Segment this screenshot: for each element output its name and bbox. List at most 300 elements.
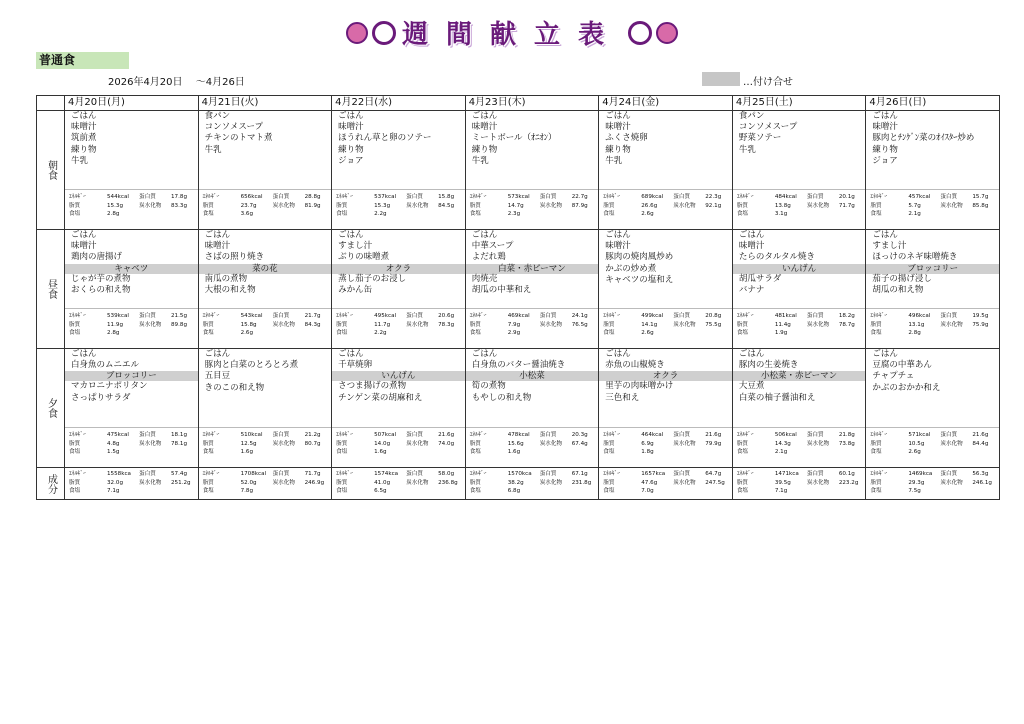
energy-value: 495kcal — [374, 313, 397, 319]
salt-label: 食塩 — [202, 488, 214, 495]
energy-value: 484kcal — [774, 194, 797, 200]
salt-value: 2.2g — [374, 330, 387, 337]
protein-label: 蛋白質 — [272, 194, 290, 200]
dish-item: チンゲン菜の胡麻和え — [338, 392, 423, 403]
energy-label: ｴﾈﾙｷﾞｰ — [336, 313, 353, 319]
dish-item: ごはん — [471, 230, 498, 240]
nutrition-line — [336, 193, 463, 202]
carbs-label: 炭水化物 — [940, 321, 963, 328]
carbs-value: 71.7g — [838, 202, 855, 209]
fat-value: 15.3g — [374, 202, 391, 209]
protein-label: 蛋白質 — [272, 432, 290, 438]
nutrition-line — [870, 202, 997, 211]
energy-label: ｴﾈﾙｷﾞｰ — [202, 471, 220, 477]
nutrition-line — [737, 431, 864, 440]
dish-item: 味噌汁 — [71, 241, 97, 252]
nutrition-divider — [199, 308, 332, 309]
carbs-label: 炭水化物 — [406, 321, 429, 328]
meal-label: 成分 — [37, 468, 65, 500]
day-header-row — [37, 96, 1000, 111]
nutrition-line — [69, 329, 196, 338]
dish-item: ごはん — [338, 111, 364, 121]
totals-cell — [465, 468, 599, 500]
carbs-value: 87.9g — [571, 202, 588, 209]
nutrition-block — [603, 193, 730, 219]
nutrition-block — [470, 193, 597, 219]
nutrition-line — [203, 487, 330, 496]
garnish-item: オクラ — [599, 371, 732, 381]
legend-swatch — [702, 72, 740, 86]
carbs-label: 炭水化物 — [272, 479, 295, 486]
carbs-value: 73.8g — [838, 440, 855, 447]
protein-label: 蛋白質 — [673, 432, 691, 438]
fat-value: 39.5g — [774, 479, 791, 486]
nutrition-line — [870, 479, 997, 488]
dish-item: 味噌汁 — [605, 241, 631, 252]
dish-item: 肉焼売 — [471, 273, 498, 284]
dish-item: ジョア — [338, 155, 364, 166]
salt-label: 食塩 — [69, 488, 81, 495]
salt-label: 食塩 — [870, 330, 882, 337]
nutrition-line — [336, 431, 463, 440]
dish-item: ごはん — [471, 111, 498, 121]
protein-label: 蛋白質 — [406, 432, 423, 438]
salt-value: 7.0g — [641, 488, 654, 495]
protein-label: 蛋白質 — [406, 194, 423, 200]
dish-item: 胡瓜の中華和え — [471, 284, 532, 295]
day-header: 4月20日(月) — [65, 96, 199, 111]
nutrition-line — [336, 448, 463, 457]
totals-cell-content — [65, 468, 198, 499]
nutrition-line — [870, 210, 997, 219]
nutrition-divider — [599, 189, 732, 190]
carbs-label: 炭水化物 — [539, 321, 563, 328]
dish-item: 食パン — [204, 111, 231, 121]
nutrition-line — [870, 321, 997, 330]
carbs-value: 76.5g — [571, 321, 588, 328]
salt-value: 2.1g — [908, 211, 921, 218]
totals-cell-content — [733, 468, 866, 499]
energy-label: ｴﾈﾙｷﾞｰ — [870, 432, 888, 438]
dish-item: ふくさ焼卵 — [605, 133, 648, 144]
dish-item: ごはん — [872, 349, 898, 359]
garnish-item: ブロッコリー — [65, 371, 198, 381]
meal-cell-content — [866, 349, 999, 467]
energy-label: ｴﾈﾙｷﾞｰ — [336, 471, 353, 477]
carbs-value: 247.5g — [705, 479, 725, 486]
dish-item: 味噌汁 — [71, 122, 97, 133]
nutrition-line — [603, 329, 730, 338]
energy-label: ｴﾈﾙｷﾞｰ — [69, 471, 86, 477]
nutrition-divider — [65, 308, 198, 309]
dish-item: ミートボール（ｵﾆｵﾝ） — [471, 133, 557, 144]
nutrition-line — [69, 193, 196, 202]
fat-label: 脂質 — [870, 321, 882, 328]
energy-value: 1570kca — [507, 471, 532, 477]
nutrition-block — [336, 312, 463, 338]
meal-cell-content — [466, 349, 599, 467]
fat-value: 12.5g — [240, 440, 257, 447]
dish-item: おくらの和え物 — [71, 284, 131, 295]
dish-item: チキンのトマト煮 — [204, 133, 273, 144]
nutrition-divider — [65, 427, 198, 428]
protein-label: 蛋白質 — [406, 313, 423, 319]
protein-value: 20.1g — [838, 194, 855, 200]
dish-item: 練り物 — [471, 144, 498, 155]
totals-cell — [599, 468, 733, 500]
fat-label: 脂質 — [69, 440, 81, 447]
meal-label: 夕食 — [37, 349, 65, 468]
dish-item: 白菜の柚子醤油和え — [738, 392, 816, 403]
nutrition-divider — [599, 427, 732, 428]
dish-item: すまし汁 — [338, 241, 373, 252]
carbs-label: 炭水化物 — [806, 479, 830, 486]
dish-item: ごはん — [872, 230, 898, 240]
carbs-label: 炭水化物 — [139, 479, 162, 486]
dish-item: 食パン — [738, 111, 765, 121]
meal-cell — [332, 111, 466, 230]
day-header: 4月24日(金) — [599, 96, 733, 111]
dish-item: 味噌汁 — [338, 122, 364, 133]
meal-cell-content — [65, 349, 198, 467]
page-title — [0, 14, 1024, 51]
totals-cell — [332, 468, 466, 500]
carbs-value: 78.1g — [171, 440, 188, 447]
dish-item: 練り物 — [338, 144, 364, 155]
salt-value: 7.1g — [774, 488, 788, 495]
nutrition-line — [603, 202, 730, 211]
fat-label: 脂質 — [69, 202, 81, 209]
energy-label: ｴﾈﾙｷﾞｰ — [603, 471, 621, 477]
fat-label: 脂質 — [736, 202, 749, 209]
carbs-label: 炭水化物 — [806, 440, 830, 447]
protein-value: 18.1g — [171, 432, 188, 438]
fat-label: 脂質 — [336, 202, 348, 209]
salt-value: 1.6g — [240, 449, 254, 456]
nutrition-line — [870, 312, 997, 321]
fat-label: 脂質 — [336, 479, 348, 486]
fat-value: 23.7g — [240, 202, 257, 209]
fat-value: 14.7g — [507, 202, 524, 209]
nutrition-line — [737, 479, 864, 488]
fat-label: 脂質 — [736, 479, 749, 486]
carbs-value: 79.9g — [705, 440, 722, 447]
totals-cell-content — [599, 468, 732, 499]
fat-label: 脂質 — [870, 479, 882, 486]
dish-item: ごはん — [204, 349, 231, 359]
fat-value: 14.3g — [774, 440, 791, 447]
carbs-label: 炭水化物 — [673, 479, 696, 486]
energy-label: ｴﾈﾙｷﾞｰ — [736, 471, 754, 477]
nutrition-block — [336, 470, 463, 496]
dish-item: 味噌汁 — [204, 241, 231, 252]
carbs-label: 炭水化物 — [539, 202, 563, 209]
nutrition-line — [737, 321, 864, 330]
carbs-label: 炭水化物 — [272, 440, 295, 447]
salt-value: 2.9g — [507, 330, 521, 337]
dish-item: 味噌汁 — [872, 122, 898, 133]
meal-cell — [599, 349, 733, 468]
nutrition-line — [470, 193, 597, 202]
dish-item: ごはん — [338, 349, 364, 359]
totals-cell — [866, 468, 1000, 500]
nutrition-line — [470, 479, 597, 488]
nutrition-block — [203, 193, 330, 219]
energy-value: 475kcal — [107, 432, 129, 438]
meal-cell-content — [733, 230, 866, 348]
dish-item: ごはん — [738, 230, 765, 240]
carbs-value: 75.5g — [705, 321, 722, 328]
salt-label: 食塩 — [603, 211, 615, 218]
carbs-label: 炭水化物 — [673, 440, 696, 447]
nutrition-line — [203, 329, 330, 338]
dish-item: 牛乳 — [204, 144, 222, 155]
protein-value: 21.7g — [304, 313, 321, 319]
salt-label: 食塩 — [69, 449, 81, 456]
fat-label: 脂質 — [603, 202, 615, 209]
totals-cell-content — [466, 468, 599, 499]
fat-value: 5.7g — [908, 202, 921, 209]
fat-label: 脂質 — [336, 440, 348, 447]
fat-label: 脂質 — [603, 321, 615, 328]
meal-label: 朝食 — [37, 111, 65, 230]
nutrition-line — [203, 312, 330, 321]
protein-label: 蛋白質 — [406, 471, 423, 477]
meal-cell — [866, 111, 1000, 230]
carbs-value: 89.8g — [171, 321, 188, 328]
nutrition-block — [203, 470, 330, 496]
energy-value: 1708kcal — [240, 471, 267, 477]
energy-label: ｴﾈﾙｷﾞｰ — [202, 432, 220, 438]
energy-label: ｴﾈﾙｷﾞｰ — [469, 471, 487, 477]
energy-value: 1558kca — [107, 471, 131, 477]
menu-table — [36, 95, 1000, 500]
dish-item: 白身魚のムニエル — [71, 360, 140, 371]
salt-label: 食塩 — [336, 488, 348, 495]
decorative-ring-icon — [628, 21, 652, 45]
meal-cell — [599, 111, 733, 230]
corner-cell — [37, 96, 65, 111]
garnish-item: ブロッコリー — [866, 264, 999, 274]
protein-value: 28.8g — [304, 194, 321, 200]
energy-label: ｴﾈﾙｷﾞｰ — [469, 194, 487, 200]
fat-label: 脂質 — [202, 321, 214, 328]
dish-item: ごはん — [738, 349, 765, 359]
carbs-label: 炭水化物 — [139, 440, 162, 447]
energy-label: ｴﾈﾙｷﾞｰ — [736, 313, 754, 319]
meal-cell — [599, 230, 733, 349]
dish-item: ごはん — [204, 230, 231, 240]
nutrition-divider — [733, 427, 866, 428]
salt-label: 食塩 — [603, 330, 615, 337]
dish-item: 味噌汁 — [471, 122, 498, 133]
garnish-item: キャベツ — [65, 264, 198, 274]
nutrition-divider — [466, 308, 599, 309]
nutrition-block — [69, 193, 196, 219]
nutrition-divider — [733, 308, 866, 309]
salt-label: 食塩 — [603, 488, 615, 495]
nutrition-block — [870, 470, 997, 496]
dish-item: ごはん — [71, 111, 97, 121]
meal-cell — [732, 349, 866, 468]
protein-label: 蛋白質 — [940, 432, 958, 438]
nutrition-block — [737, 312, 864, 338]
nutrition-line — [203, 479, 330, 488]
day-header: 4月22日(水) — [332, 96, 466, 111]
fat-value: 11.4g — [774, 321, 791, 328]
carbs-value: 223.2g — [838, 479, 859, 486]
fat-label: 脂質 — [469, 440, 481, 447]
nutrition-line — [69, 321, 196, 330]
nutrition-block — [603, 312, 730, 338]
protein-value: 18.2g — [838, 313, 855, 319]
dish-item: 中華スープ — [471, 241, 514, 252]
meal-cell — [198, 349, 332, 468]
fat-value: 11.9g — [107, 321, 124, 328]
nutrition-line — [470, 487, 597, 496]
dish-item: 胡瓜の和え物 — [872, 284, 924, 295]
carbs-label: 炭水化物 — [272, 202, 295, 209]
nutrition-line — [737, 202, 864, 211]
nutrition-line — [737, 210, 864, 219]
protein-label: 蛋白質 — [806, 194, 824, 200]
dish-item: 豆腐の中華あん — [872, 360, 932, 371]
fat-value: 15.3g — [107, 202, 124, 209]
protein-label: 蛋白質 — [806, 471, 824, 477]
protein-label: 蛋白質 — [940, 313, 958, 319]
carbs-value: 251.2g — [171, 479, 191, 486]
meal-cell — [465, 111, 599, 230]
fat-label: 脂質 — [69, 321, 81, 328]
fat-label: 脂質 — [603, 440, 615, 447]
dish-item: 牛乳 — [738, 144, 756, 155]
nutrition-line — [203, 431, 330, 440]
energy-label: ｴﾈﾙｷﾞｰ — [202, 194, 220, 200]
salt-label: 食塩 — [469, 488, 481, 495]
protein-value: 22.3g — [705, 194, 722, 200]
fat-value: 13.8g — [774, 202, 791, 209]
fat-label: 脂質 — [69, 479, 81, 486]
nutrition-block — [470, 431, 597, 457]
carbs-value: 236.8g — [438, 479, 458, 486]
period-text: 2026年4月20日 ～4月26日 — [108, 77, 245, 88]
nutrition-line — [603, 448, 730, 457]
carbs-value: 84.5g — [438, 202, 455, 209]
protein-label: 蛋白質 — [673, 313, 691, 319]
dish-item: コンソメスープ — [204, 122, 264, 133]
nutrition-divider — [866, 308, 999, 309]
salt-label: 食塩 — [469, 449, 481, 456]
dish-item: 南瓜の煮物 — [204, 273, 248, 284]
salt-value: 7.1g — [107, 488, 120, 495]
energy-value: 506kcal — [774, 432, 797, 438]
protein-label: 蛋白質 — [539, 194, 557, 200]
dish-item: さばの照り焼き — [204, 252, 265, 263]
energy-value: 571kcal — [908, 432, 931, 438]
meal-cell-content — [733, 349, 866, 467]
dish-item: ほっけのネギ味噌焼き — [872, 252, 958, 263]
dish-item: 練り物 — [872, 144, 898, 155]
salt-value: 6.8g — [507, 488, 521, 495]
carbs-value: 75.9g — [972, 321, 989, 328]
fat-value: 7.9g — [507, 321, 521, 328]
nutrition-line — [870, 431, 997, 440]
breakfast-row — [37, 111, 1000, 230]
protein-label: 蛋白質 — [272, 313, 290, 319]
nutrition-line — [336, 487, 463, 496]
salt-value: 1.6g — [374, 449, 387, 456]
nutrition-block — [470, 312, 597, 338]
carbs-value: 78.7g — [838, 321, 855, 328]
fat-value: 6.9g — [641, 440, 654, 447]
nutrition-line — [336, 329, 463, 338]
nutrition-line — [737, 329, 864, 338]
protein-label: 蛋白質 — [139, 471, 156, 477]
carbs-label: 炭水化物 — [940, 479, 963, 486]
nutrition-line — [336, 321, 463, 330]
nutrition-block — [69, 431, 196, 457]
carbs-value: 78.3g — [438, 321, 455, 328]
carbs-label: 炭水化物 — [539, 479, 563, 486]
day-header: 4月25日(土) — [732, 96, 866, 111]
fat-label: 脂質 — [870, 440, 882, 447]
fat-value: 38.2g — [507, 479, 524, 486]
dish-item: ほうれん草と卵のソテー — [338, 133, 432, 144]
nutrition-block — [203, 431, 330, 457]
nutrition-line — [470, 440, 597, 449]
salt-value: 1.9g — [774, 330, 788, 337]
nutrition-line — [69, 202, 196, 211]
nutrition-line — [870, 470, 997, 479]
protein-value: 21.2g — [304, 432, 321, 438]
meal-cell — [866, 230, 1000, 349]
meal-cell-content — [866, 230, 999, 348]
nutrition-line — [870, 448, 997, 457]
nutrition-divider — [466, 427, 599, 428]
dish-item: 蒸し茄子のお浸し — [338, 273, 407, 284]
nutrition-line — [470, 321, 597, 330]
salt-label: 食塩 — [736, 330, 749, 337]
dish-item: すまし汁 — [872, 241, 907, 252]
nutrition-divider — [65, 189, 198, 190]
fat-label: 脂質 — [469, 321, 481, 328]
dish-item: 牛乳 — [471, 155, 489, 166]
nutrition-line — [69, 448, 196, 457]
nutrition-line — [737, 487, 864, 496]
menu-type-tag: 普通食 — [36, 52, 129, 69]
meal-cell-content — [466, 230, 599, 348]
energy-value: 457kcal — [908, 194, 931, 200]
dish-item: ごはん — [605, 349, 631, 359]
energy-label: ｴﾈﾙｷﾞｰ — [469, 432, 487, 438]
salt-value: 7.8g — [240, 488, 254, 495]
meal-cell-content — [65, 230, 198, 348]
protein-label: 蛋白質 — [940, 471, 958, 477]
dish-item: 大根の和え物 — [204, 284, 256, 295]
energy-label: ｴﾈﾙｷﾞｰ — [202, 313, 220, 319]
meal-cell — [732, 111, 866, 230]
nutrition-line — [203, 193, 330, 202]
dish-item: かぶのおかか和え — [872, 382, 941, 393]
protein-value: 21.5g — [171, 313, 188, 319]
protein-label: 蛋白質 — [940, 194, 958, 200]
fat-value: 32.0g — [107, 479, 124, 486]
salt-value: 2.6g — [908, 449, 921, 456]
meal-cell — [465, 230, 599, 349]
meal-cell-content — [332, 111, 465, 229]
dish-item: バナナ — [738, 284, 765, 295]
dish-item: じゃが芋の煮物 — [71, 273, 131, 284]
